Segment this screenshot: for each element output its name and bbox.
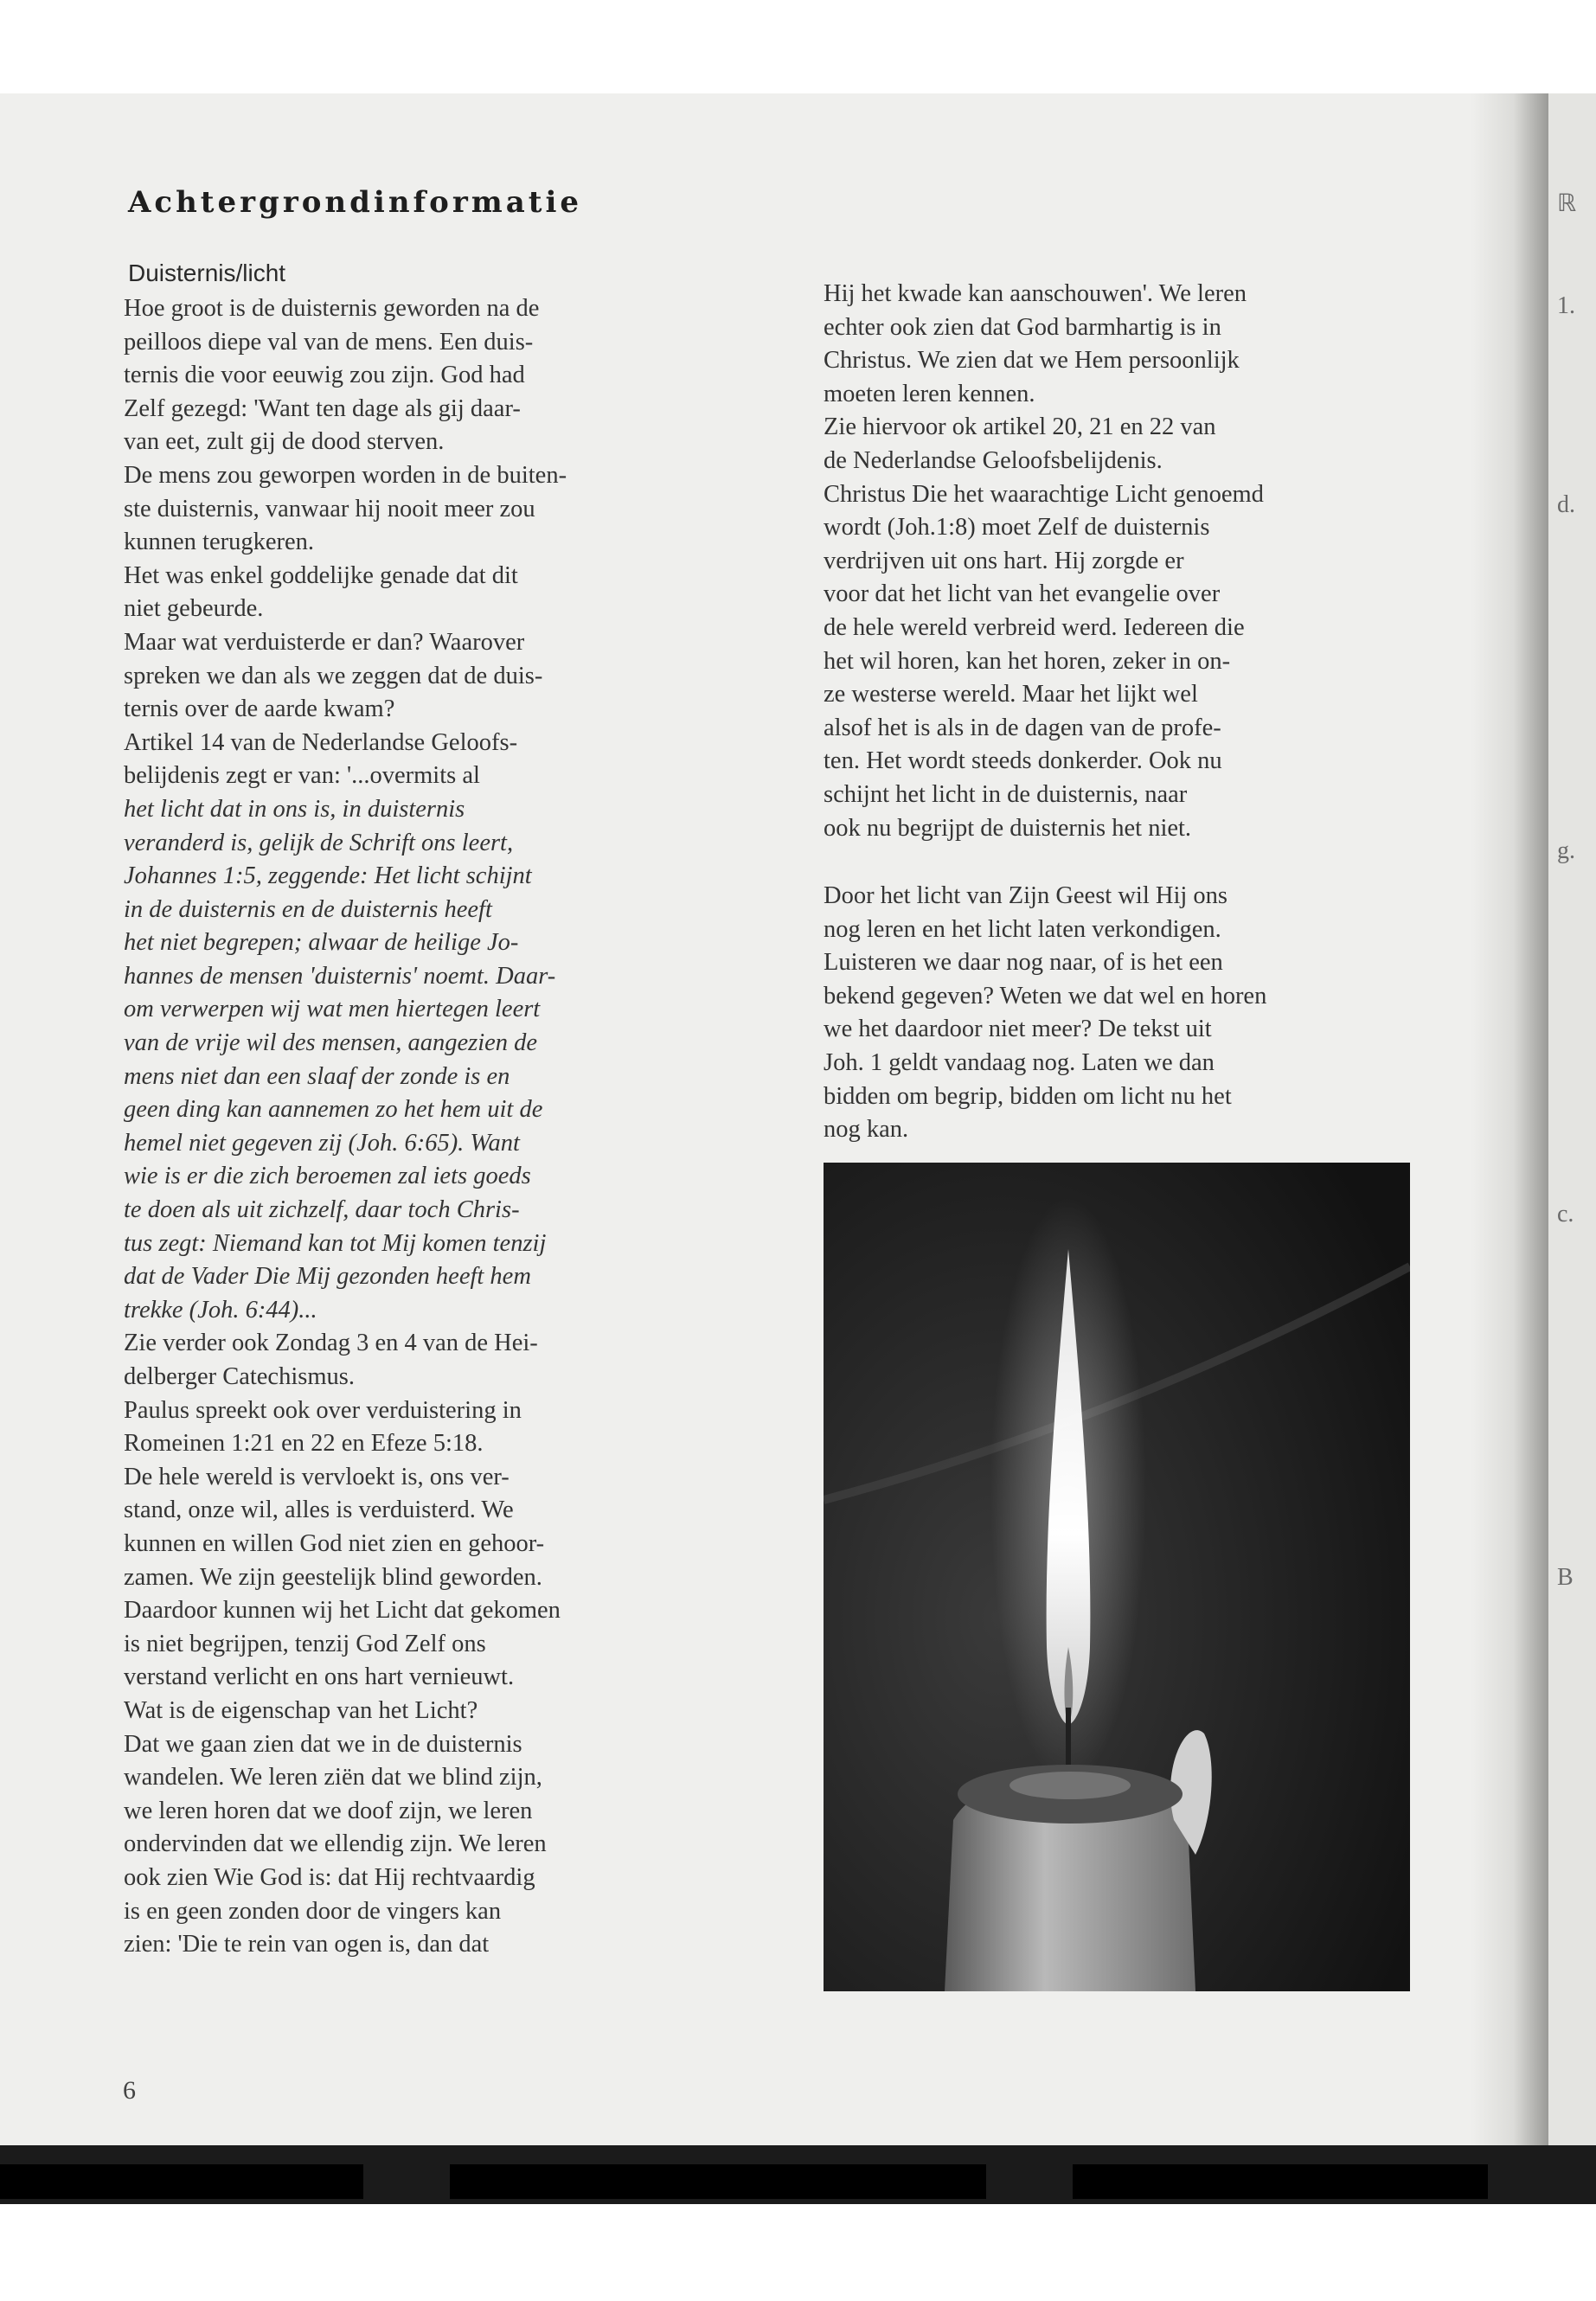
text-line: Maar wat verduisterde er dan? Waarover [124,628,525,656]
text-line: wie is er die zich beroemen zal iets goeds [124,1163,531,1190]
text-line: Het was enkel goddelijke genade dat dit [124,561,518,589]
text-line: Daardoor kunnen wij het Licht dat gekomen [124,1597,561,1625]
text-line: ondervinden dat we ellendig zijn. We leren [124,1830,547,1858]
text-line: Joh. 1 geldt vandaag nog. Laten we dan [824,1048,1215,1076]
text-line: is niet begrijpen, tenzij God Zelf ons [124,1630,486,1657]
text-line: veranderd is, gelijk de Schrift ons leert, [124,829,514,856]
text-line: mens niet dan een slaaf der zonde is en [124,1062,510,1090]
candle-flame-image [824,1163,1410,1991]
text-line: hannes de mensen 'duisternis' noemt. Daar- [124,962,556,990]
text-line: nog leren en het licht laten verkondigen. [824,915,1221,943]
text-line: dat de Vader Die Mij gezonden heeft hem [124,1263,531,1291]
text-line: stand, onze wil, alles is verduisterd. We [124,1497,514,1524]
text-line: Hij het kwade kan aanschouwen'. We leren [824,280,1247,307]
scan-bottom-edge [0,2145,1596,2204]
text-line: Wat is de eigenschap van het Licht? [124,1696,478,1724]
text-line: ook zien Wie God is: dat Hij rechtvaardig [124,1863,535,1891]
adjacent-page-edge: ℝ 1. d. g. c. B [1548,93,1596,2197]
text-line: Romeinen 1:21 en 22 en Efeze 5:18. [124,1430,484,1458]
text-line: het licht dat in ons is, in duisternis [124,795,465,823]
text-line: belijdenis zegt er van: '...overmits al [124,762,480,790]
text-line: ook nu begrijpt de duisternis het niet. [824,814,1192,842]
text-line: bekend gegeven? Weten we dat wel en horen [824,982,1267,1009]
text-line: echter ook zien dat God barmhartig is in [824,313,1221,341]
text-line: in de duisternis en de duisternis heeft [124,895,492,923]
text-line: ze westerse wereld. Maar het lijkt wel [824,681,1198,708]
left-column-text [124,292,729,1962]
text-line: Johannes 1:5, zeggende: Het licht schijnt [124,862,532,890]
text-line: moeten leren kennen. [824,380,1035,407]
text-line: nog kan. [824,1116,909,1144]
text-line: De hele wereld is vervloekt is, ons ver- [124,1463,510,1490]
text-line: Artikel 14 van de Nederlandse Geloofs- [124,728,518,756]
text-line: De mens zou geworpen worden in de buiten- [124,461,567,489]
text-line: kunnen terugkeren. [124,529,314,556]
text-line: verstand verlicht en ons hart vernieuwt. [124,1663,515,1691]
section-heading: Achtergrondinformatie [128,185,583,220]
text-line: ternis die voor eeuwig zou zijn. God had [124,362,525,389]
text-line: bidden om begrip, bidden om licht nu het [824,1082,1232,1110]
text-line: niet gebeurde. [124,595,264,623]
text-line: delberger Catechismus. [124,1363,355,1390]
text-line: peilloos diepe val van de mens. Een duis- [124,328,534,356]
text-line: geen ding kan aannemen zo het hem uit de [124,1096,543,1124]
text-line: Luisteren we daar nog naar, of is het een [824,949,1223,977]
text-line: van eet, zult gij de dood sterven. [124,428,445,456]
text-line: wandelen. We leren ziën dat we blind zijn, [124,1764,542,1791]
text-line: hemel niet gegeven zij (Joh. 6:65). Want [124,1129,520,1157]
section-subheading: Duisternis/licht [128,260,286,286]
text-line: Hoe groot is de duisternis geworden na de [124,295,540,322]
text-line: om verwerpen wij wat men hiertegen leert [124,996,541,1023]
text-line: Christus. We zien dat we Hem persoonlijk [824,347,1240,375]
text-line: tus zegt: Niemand kan tot Mij komen tenzij [124,1229,547,1257]
scan-margin [0,2204,1596,2301]
text-line: voor dat het licht van het evangelie over [824,580,1221,608]
text-line: Zie hiervoor ok artikel 20, 21 en 22 van [824,413,1216,441]
text-line: Zie verder ook Zondag 3 en 4 van de Hei- [124,1330,538,1357]
text-line: ste duisternis, vanwaar hij nooit meer zou [124,495,535,522]
right-column-text-bottom [824,880,1446,1147]
text-line: de Nederlandse Geloofsbelijdenis. [824,446,1163,474]
text-line: Dat we gaan zien dat we in de duisternis [124,1730,522,1758]
text-line: wordt (Joh.1:8) moet Zelf de duisternis [824,514,1210,542]
text-line: alsof het is als in de dagen van de profe- [824,714,1221,741]
book-gutter [1471,93,1548,2197]
text-line: ternis over de aarde kwam? [124,695,395,723]
text-line: we leren horen dat we doof zijn, we leren [124,1797,533,1824]
text-line: ten. Het wordt steeds donkerder. Ook nu [824,747,1222,775]
text-line: te doen als uit zichzelf, daar toch Chris- [124,1196,520,1224]
page-number: 6 [123,2076,136,2105]
text-line: Christus Die het waarachtige Licht genoemd [824,480,1264,508]
text-line: trekke (Joh. 6:44)... [124,1296,317,1324]
right-column-text-top [824,278,1446,845]
text-line: Door het licht van Zijn Geest wil Hij ons [824,882,1228,909]
text-line: is en geen zonden door de vingers kan [124,1897,502,1925]
candle-photo [824,1163,1410,1991]
text-line: spreken we dan als we zeggen dat de duis- [124,662,543,689]
text-line: zien: 'Die te rein van ogen is, dan dat [124,1931,490,1958]
text-line: verdrijven uit ons hart. Hij zorgde er [824,547,1184,574]
text-line: we het daardoor niet meer? De tekst uit [824,1016,1212,1043]
text-line: de hele wereld verbreid werd. Iedereen die [824,613,1245,641]
text-line: het niet begrepen; alwaar de heilige Jo- [124,929,519,957]
text-line: van de vrije wil des mensen, aangezien de [124,1029,538,1057]
text-line: schijnt het licht in de duisternis, naar [824,780,1188,808]
text-line: Zelf gezegd: 'Want ten dage als gij daar- [124,394,521,422]
text-line: Paulus spreekt ook over verduistering in [124,1396,522,1424]
text-line: het wil horen, kan het horen, zeker in on- [824,647,1231,675]
text-line: kunnen en willen God niet zien en gehoor- [124,1529,545,1557]
text-line: zamen. We zijn geestelijk blind geworden. [124,1563,542,1591]
